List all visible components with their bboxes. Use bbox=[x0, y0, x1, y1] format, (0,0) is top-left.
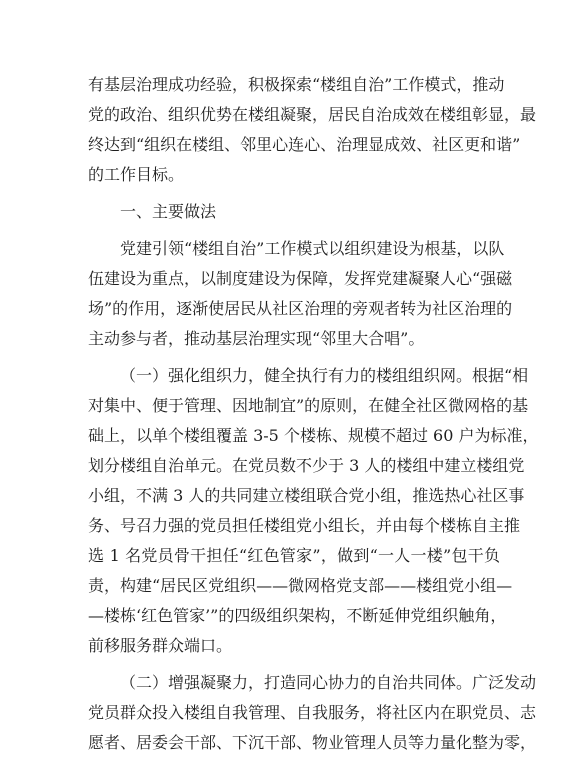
paragraph-line: 党的政治、组织优势在楼组凝聚，居民自治成效在楼组彰显，最 bbox=[88, 105, 537, 124]
paragraph-line: 的工作目标。 bbox=[88, 165, 185, 184]
paragraph-line: 础上，以单个楼组覆盖 3-5 个楼栋、规模不超过 60 户为标准， bbox=[88, 426, 539, 445]
paragraph-line: 愿者、居委会干部、下沉干部、物业管理人员等力量化整为零， bbox=[88, 733, 537, 752]
paragraph-line: 选 1 名党员骨干担任“红色管家”，做到“一人一楼”包干负 bbox=[88, 546, 500, 565]
paragraph-line: 场”的作用，逐渐使居民从社区治理的旁观者转为社区治理的 bbox=[88, 299, 513, 318]
paragraph-line: 小组，不满 3 人的共同建立楼组联合党小组，推选热心社区事 bbox=[88, 486, 525, 505]
paragraph-line: 责，构建“居民区党组织——微网格党支部——楼组党小组— bbox=[88, 576, 513, 595]
section-heading: 一、主要做法 bbox=[120, 202, 217, 221]
paragraph-line: 终达到“组织在楼组、邻里心连心、治理显成效、社区更和谐” bbox=[88, 135, 521, 154]
paragraph-line: 党员群众投入楼组自我管理、自我服务，将社区内在职党员、志 bbox=[88, 703, 537, 722]
subsection-line: （一）强化组织力，健全执行有力的楼组组织网。根据“相 bbox=[120, 366, 529, 385]
paragraph-line: 务、号召力强的党员担任楼组党小组长，并由每个楼栋自主推 bbox=[88, 516, 521, 535]
paragraph-line: 党建引领“楼组自治”工作模式以组织建设为根基，以队 bbox=[120, 239, 505, 258]
paragraph-line: 伍建设为重点，以制度建设为保障，发挥党建凝聚人心“强磁 bbox=[88, 269, 513, 288]
paragraph-line: 主动参与者，推动基层治理实现“邻里大合唱”。 bbox=[88, 329, 425, 348]
paragraph-line: 划分楼组自治单元。在党员数不少于 3 人的楼组中建立楼组党 bbox=[88, 456, 525, 475]
paragraph-line: —楼栋‘红色管家’”的四级组织架构，不断延伸党组织触角， bbox=[88, 606, 507, 625]
subsection-line: （二）增强凝聚力，打造同心协力的自治共同体。广泛发动 bbox=[120, 673, 537, 692]
paragraph-line: 前移服务群众端口。 bbox=[88, 636, 233, 655]
paragraph-line: 有基层治理成功经验，积极探索“楼组自治”工作模式，推动 bbox=[88, 75, 505, 94]
paragraph-line: 对集中、便于管理、因地制宜”的原则，在健全社区微网格的基 bbox=[88, 396, 529, 415]
